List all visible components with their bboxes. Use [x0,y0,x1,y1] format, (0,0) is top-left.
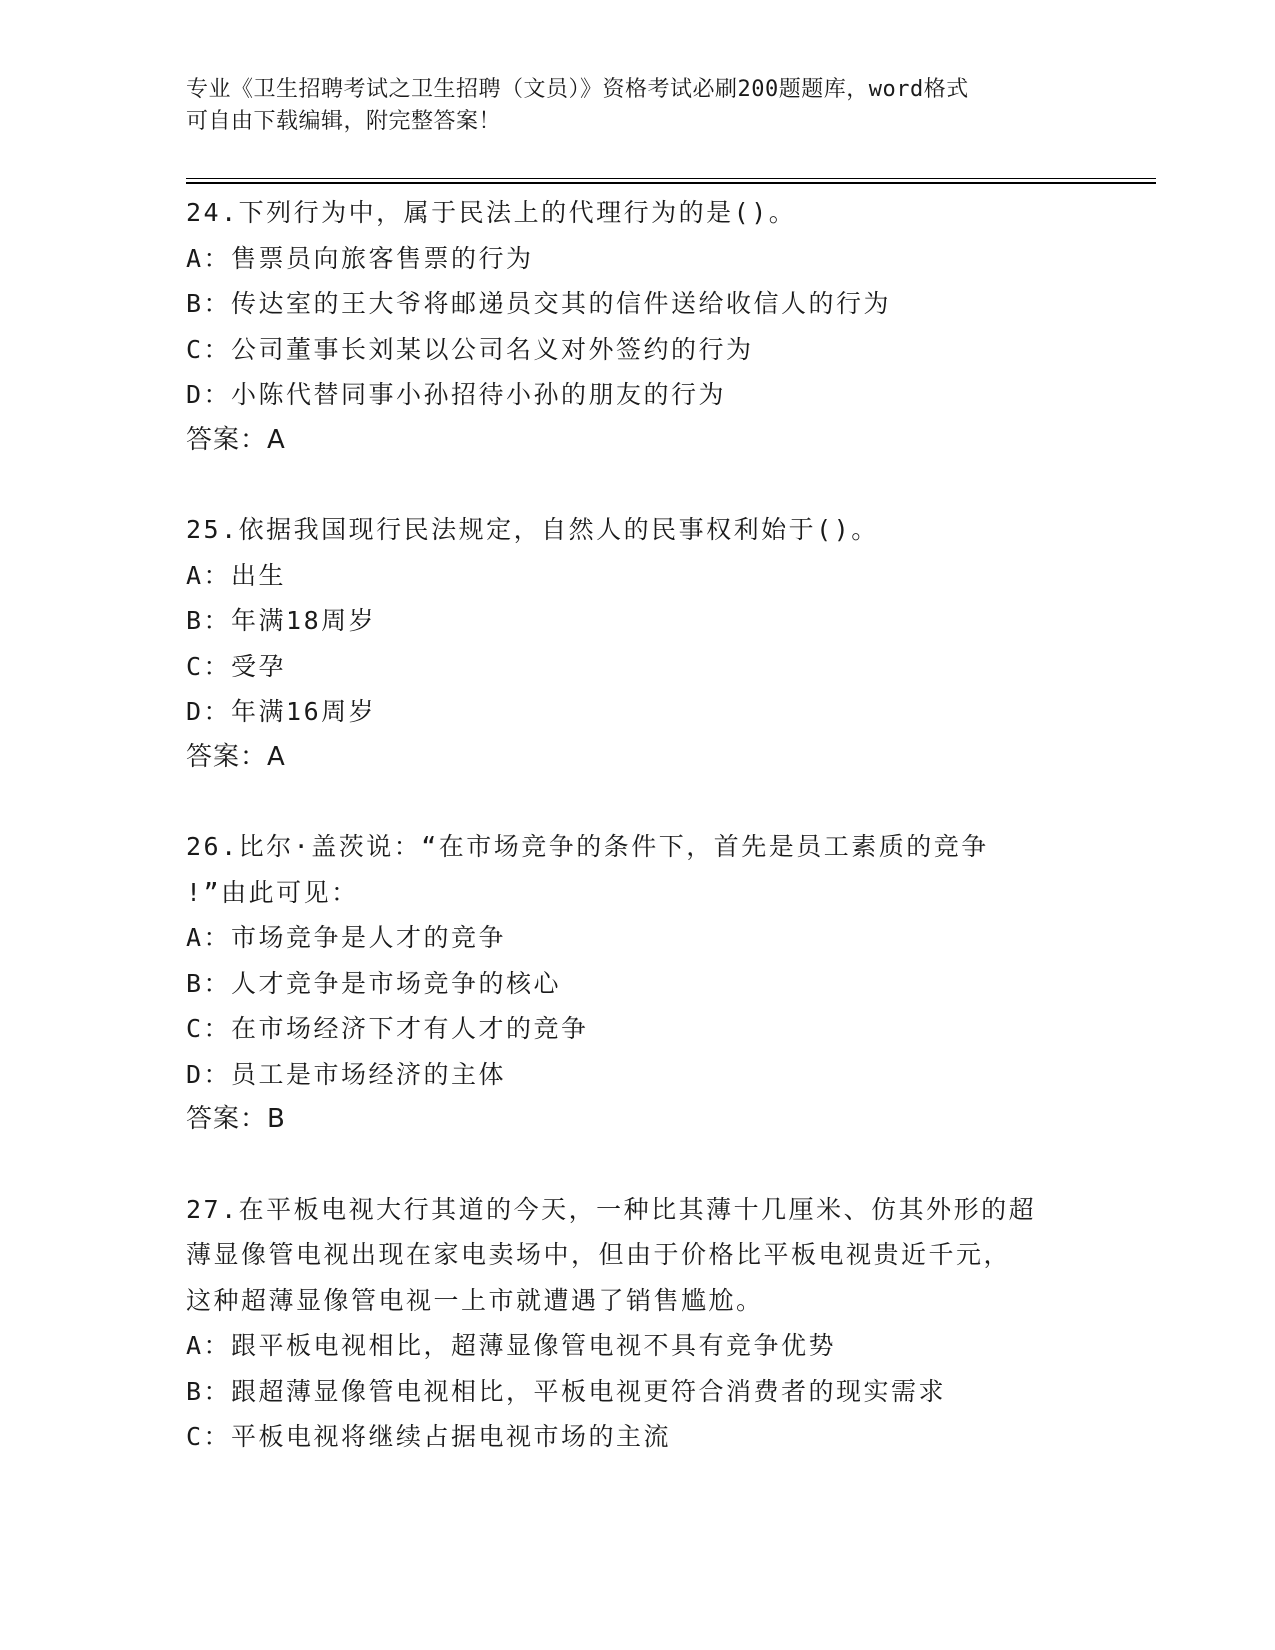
answer-line: 答案：A [186,424,286,455]
question-24 [186,190,1086,463]
option-d: D：小陈代替同事小孙招待小孙的朋友的行为 [186,380,727,409]
option-c: C：受孕 [186,651,287,681]
header-divider-thin [186,178,1156,179]
option-b: B：跟超薄显像管电视相比，平板电视更符合消费者的现实需求 [186,1376,947,1406]
question-stem-line-3: 这种超薄显像管电视一上市就遭遇了销售尴尬。 [186,1285,764,1315]
option-a: A：出生 [186,560,287,590]
question-stem-line-2: !”由此可见： [186,877,359,907]
option-a: A：市场竞争是人才的竞争 [186,923,507,952]
question-27 [186,1187,1086,1460]
header-line-1: 专业《卫生招聘考试之卫生招聘（文员）》资格考试必刷200题题库，word格式 [186,77,969,102]
question-26 [186,824,1086,1143]
option-b: B：人才竞争是市场竞争的核心 [186,968,562,998]
option-d: D：员工是市场经济的主体 [186,1059,507,1089]
option-a: A：售票员向旅客售票的行为 [186,243,534,273]
option-b: B：传达室的王大爷将邮递员交其的信件送给收信人的行为 [186,289,892,318]
header-line-2: 可自由下载编辑，附完整答案！ [186,109,502,134]
question-stem-line-2: 薄显像管电视出现在家电卖场中，但由于价格比平板电视贵近千元， [186,1240,1012,1269]
answer-line: 答案：B [186,1104,286,1134]
header-divider-thick [186,182,1156,184]
option-c: C：在市场经济下才有人才的竞争 [186,1014,589,1043]
question-25 [186,507,1086,780]
option-c: C：平板电视将继续占据电视市场的主流 [186,1422,672,1451]
option-b: B：年满18周岁 [186,606,377,635]
question-list [186,190,1086,1504]
answer-line: 答案：A [186,741,286,772]
option-c: C：公司董事长刘某以公司名义对外签约的行为 [186,334,754,364]
document-header [186,74,1066,138]
option-a: A：跟平板电视相比，超薄显像管电视不具有竞争优势 [186,1331,837,1360]
option-d: D：年满16周岁 [186,697,377,726]
question-stem: 24.下列行为中，属于民法上的代理行为的是()。 [186,198,797,227]
question-stem: 25.依据我国现行民法规定，自然人的民事权利始于()。 [186,515,879,544]
question-stem-line-1: 27.在平板电视大行其道的今天，一种比其薄十几厘米、仿其外形的超 [186,1194,1037,1224]
question-stem-line-1: 26.比尔·盖茨说：“在市场竞争的条件下，首先是员工素质的竞争 [186,832,989,861]
